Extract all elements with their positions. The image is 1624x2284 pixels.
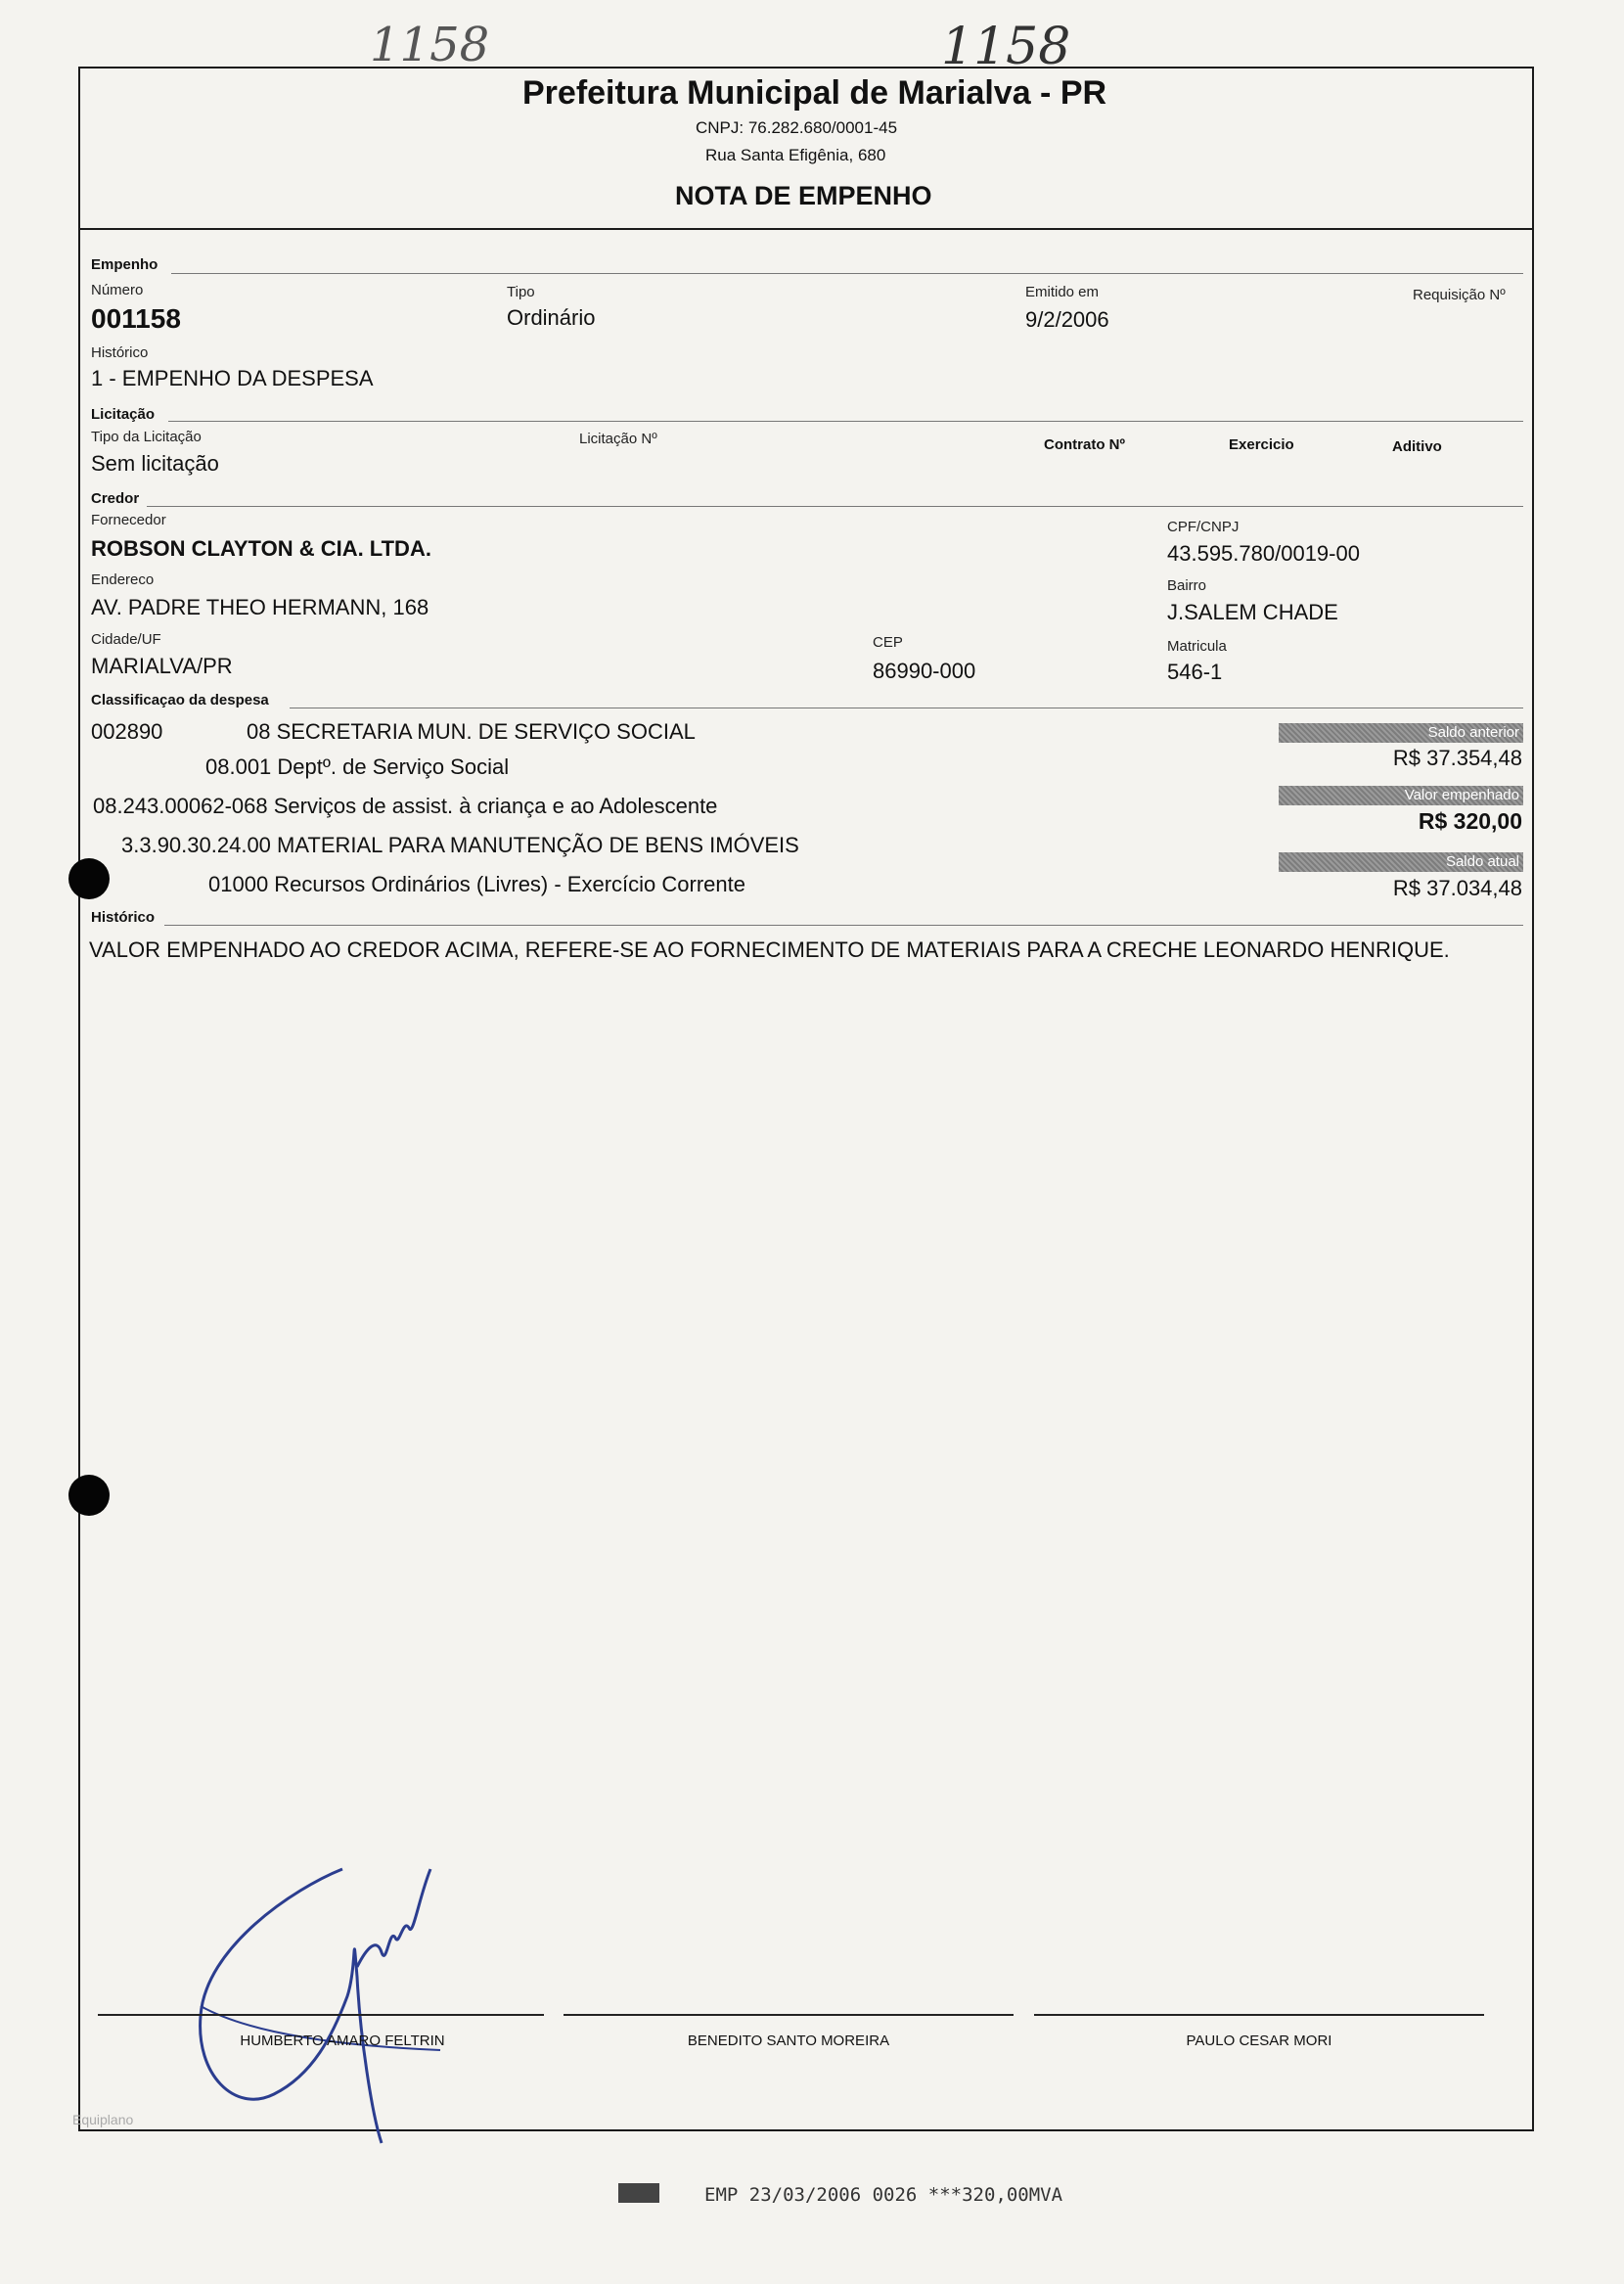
bairro-label: Bairro (1167, 577, 1207, 594)
saldo-atual-value: R$ 37.034,48 (1392, 876, 1522, 900)
fornecedor-value: ROBSON CLAYTON & CIA. LTDA. (91, 536, 431, 561)
cep-label: CEP (873, 634, 903, 651)
saldo-anterior-value: R$ 37.354,48 (1392, 746, 1522, 770)
municipality-title: Prefeitura Municipal de Marialva - PR (522, 74, 1107, 112)
cpf-cnpj-label: CPF/CNPJ (1167, 519, 1240, 535)
signature-line-3 (1034, 2014, 1484, 2016)
endereco-label: Endereco (91, 571, 155, 588)
address-line: Rua Santa Efigênia, 680 (705, 146, 886, 164)
tipo-licitacao-label: Tipo da Licitação (91, 429, 202, 445)
valor-empenhado-label: Valor empenhado (1279, 786, 1523, 805)
handwritten-signature (186, 1859, 470, 2153)
cep-value: 86990-000 (873, 659, 976, 683)
section-historico-line (164, 925, 1523, 926)
handwritten-number-left: 1158 (370, 18, 490, 72)
signature-line-1 (98, 2014, 544, 2016)
section-empenho: Empenho (91, 256, 158, 273)
section-licitacao: Licitação (91, 406, 156, 423)
classificacao-code: 002890 (91, 719, 163, 744)
signature-name-2: BENEDITO SANTO MOREIRA (687, 2033, 890, 2049)
endereco-value: AV. PADRE THEO HERMANN, 168 (91, 595, 429, 619)
classificacao-line-3: 08.243.00062-068 Serviços de assist. à criança e ao Adolescente (93, 794, 718, 818)
fornecedor-label: Fornecedor (91, 512, 166, 528)
emitido-label: Emitido em (1025, 284, 1100, 300)
document-title: NOTA DE EMPENHO (675, 181, 932, 210)
classificacao-line-2: 08.001 Deptº. de Serviço Social (205, 754, 510, 779)
section-historico: Histórico (91, 909, 156, 926)
software-label: Equiplano (72, 2112, 134, 2127)
aditivo-label: Aditivo (1392, 438, 1442, 455)
cidade-value: MARIALVA/PR (91, 654, 233, 678)
historico-text: VALOR EMPENHADO AO CREDOR ACIMA, REFERE-SE AO FORNECIMENTO DE MATERIAIS PARA A CRECHE LEONARDO HENRIQUE. (89, 937, 1450, 962)
saldo-anterior-label: Saldo anterior (1279, 723, 1523, 743)
punch-hole-bottom (68, 1475, 110, 1516)
historico-value: 1 - EMPENHO DA DESPESA (91, 366, 374, 390)
saldo-atual-label: Saldo atual (1279, 852, 1523, 872)
cidade-label: Cidade/UF (91, 631, 161, 648)
cpf-cnpj-value: 43.595.780/0019-00 (1167, 541, 1360, 566)
handwritten-number-right: 1158 (941, 18, 1071, 76)
bank-stamp-text: EMP 23/03/2006 0026 ***320,00MVA (704, 2184, 1063, 2206)
section-classificacao: Classificaçao da despesa (91, 692, 269, 708)
cnpj-line: CNPJ: 76.282.680/0001-45 (696, 118, 898, 137)
empenho-number: 001158 (91, 303, 181, 334)
numero-label: Número (91, 282, 144, 298)
signature-line-2 (564, 2014, 1014, 2016)
section-empenho-line (171, 273, 1523, 274)
valor-empenhado-value: R$ 320,00 (1418, 808, 1522, 834)
requisicao-label: Requisição Nº (1413, 287, 1506, 303)
matricula-value: 546-1 (1167, 660, 1223, 684)
bank-stamp-logo (618, 2183, 659, 2203)
matricula-label: Matricula (1167, 638, 1227, 655)
section-credor: Credor (91, 490, 140, 507)
exercicio-label: Exercicio (1229, 436, 1294, 453)
signature-name-1: HUMBERTO AMARO FELTRIN (240, 2033, 445, 2049)
classificacao-line-4: 3.3.90.30.24.00 MATERIAL PARA MANUTENÇÃO DE BENS IMÓVEIS (121, 833, 799, 857)
section-licitacao-line (168, 421, 1523, 422)
tipo-licitacao-value: Sem licitação (91, 451, 219, 476)
classificacao-line-1: 08 SECRETARIA MUN. DE SERVIÇO SOCIAL (247, 719, 696, 744)
bairro-value: J.SALEM CHADE (1167, 600, 1338, 624)
licitacao-numero-label: Licitação Nº (579, 431, 657, 447)
signature-name-3: PAULO CESAR MORI (1186, 2033, 1332, 2049)
section-credor-line (147, 506, 1523, 507)
tipo-value: Ordinário (507, 305, 596, 330)
tipo-label: Tipo (507, 284, 535, 300)
historico-label: Histórico (91, 344, 149, 361)
punch-hole-top (68, 858, 110, 899)
contrato-label: Contrato Nº (1044, 436, 1125, 453)
emitido-value: 9/2/2006 (1025, 307, 1109, 332)
header-divider (78, 228, 1534, 230)
classificacao-line-5: 01000 Recursos Ordinários (Livres) - Exercício Corrente (208, 872, 745, 896)
